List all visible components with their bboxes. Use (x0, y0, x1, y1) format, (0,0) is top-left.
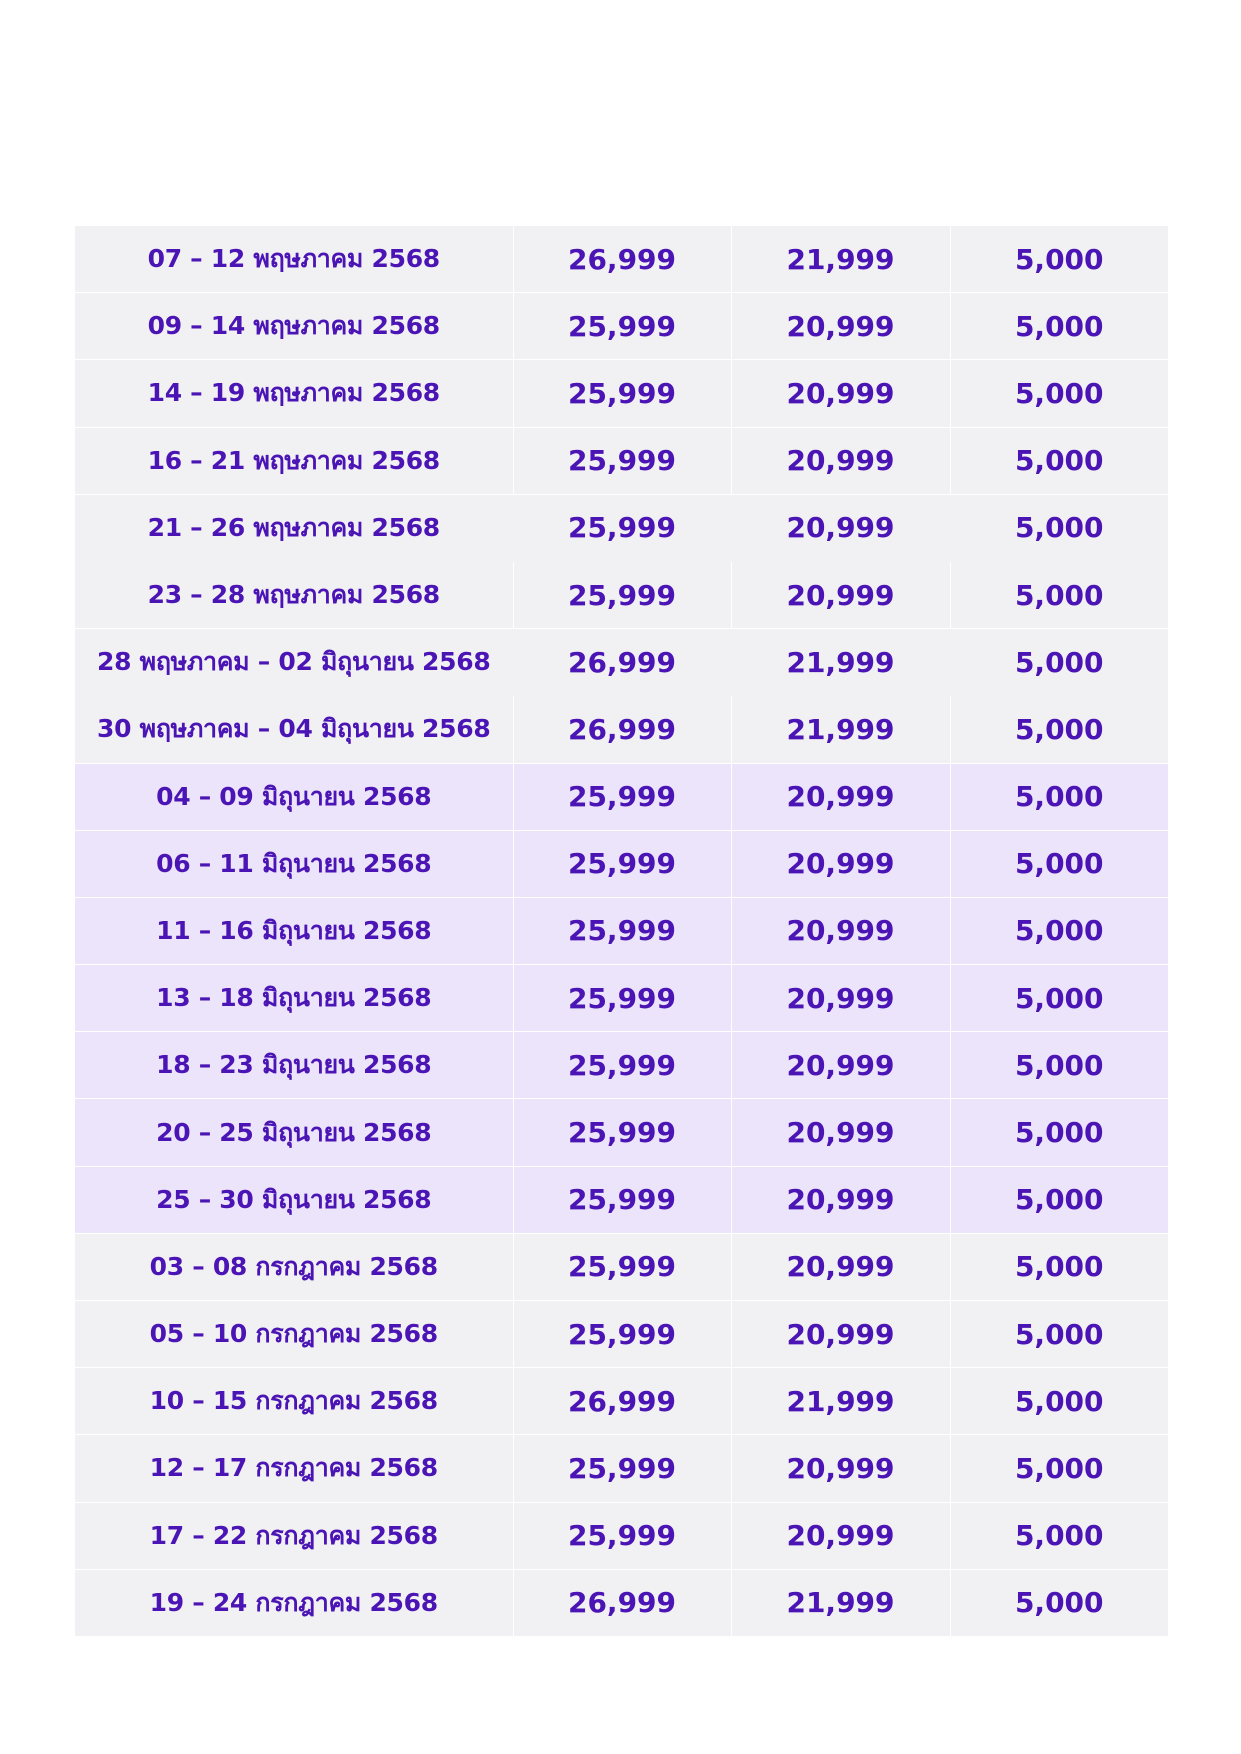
table-row (75, 629, 1168, 696)
price-cell-1: 25,999 (513, 494, 731, 561)
table-row (75, 360, 1168, 427)
departure-dates-cell: 10 – 15 กรกฎาคม 2568 (75, 1368, 513, 1435)
departure-dates-cell: 14 – 19 พฤษภาคม 2568 (75, 360, 513, 427)
price-cell-3: 5,000 (950, 1166, 1168, 1233)
departure-dates-cell: 16 – 21 พฤษภาคม 2568 (75, 427, 513, 494)
price-cell-1: 25,999 (513, 293, 731, 360)
price-cell-1: 25,999 (513, 561, 731, 628)
table-row (75, 696, 1168, 763)
price-cell-2: 21,999 (731, 1569, 950, 1636)
price-cell-1: 25,999 (513, 1233, 731, 1300)
price-cell-1: 26,999 (513, 696, 731, 763)
departure-dates-cell: 18 – 23 มิถุนายน 2568 (75, 1032, 513, 1099)
price-cell-1: 25,999 (513, 1099, 731, 1166)
departure-dates-cell: 17 – 22 กรกฎาคม 2568 (75, 1502, 513, 1569)
price-cell-2: 20,999 (731, 1032, 950, 1099)
departure-dates-cell: 13 – 18 มิถุนายน 2568 (75, 965, 513, 1032)
price-cell-1: 26,999 (513, 1368, 731, 1435)
table-row (75, 763, 1168, 830)
table-row (75, 1301, 1168, 1368)
departure-dates-cell: 09 – 14 พฤษภาคม 2568 (75, 293, 513, 360)
price-cell-2: 20,999 (731, 1099, 950, 1166)
price-cell-1: 25,999 (513, 1032, 731, 1099)
price-cell-1: 26,999 (513, 226, 731, 293)
departure-dates-cell: 28 พฤษภาคม – 02 มิถุนายน 2568 (75, 629, 513, 696)
price-cell-2: 21,999 (731, 629, 950, 696)
price-cell-2: 21,999 (731, 1368, 950, 1435)
table-row (75, 1233, 1168, 1300)
price-cell-2: 20,999 (731, 561, 950, 628)
table-row (75, 1032, 1168, 1099)
price-cell-3: 5,000 (950, 830, 1168, 897)
price-cell-2: 20,999 (731, 427, 950, 494)
table-row (75, 561, 1168, 628)
price-cell-3: 5,000 (950, 427, 1168, 494)
price-cell-3: 5,000 (950, 1301, 1168, 1368)
departure-dates-cell: 19 – 24 กรกฎาคม 2568 (75, 1569, 513, 1636)
price-table-body (75, 226, 1168, 1636)
table-row (75, 293, 1168, 360)
price-cell-2: 21,999 (731, 696, 950, 763)
departure-dates-cell: 11 – 16 มิถุนายน 2568 (75, 897, 513, 964)
price-cell-3: 5,000 (950, 696, 1168, 763)
price-cell-1: 25,999 (513, 427, 731, 494)
price-cell-3: 5,000 (950, 1435, 1168, 1502)
price-cell-2: 20,999 (731, 965, 950, 1032)
price-cell-3: 5,000 (950, 763, 1168, 830)
price-cell-1: 25,999 (513, 1435, 731, 1502)
price-cell-3: 5,000 (950, 1502, 1168, 1569)
price-cell-2: 20,999 (731, 897, 950, 964)
price-cell-2: 20,999 (731, 360, 950, 427)
price-cell-3: 5,000 (950, 965, 1168, 1032)
table-row (75, 1099, 1168, 1166)
table-row (75, 494, 1168, 561)
price-cell-3: 5,000 (950, 629, 1168, 696)
price-cell-1: 25,999 (513, 1166, 731, 1233)
price-cell-1: 25,999 (513, 360, 731, 427)
departure-dates-cell: 12 – 17 กรกฎาคม 2568 (75, 1435, 513, 1502)
table-row (75, 1435, 1168, 1502)
price-cell-2: 20,999 (731, 1435, 950, 1502)
price-cell-3: 5,000 (950, 1569, 1168, 1636)
table-row (75, 427, 1168, 494)
departure-dates-cell: 07 – 12 พฤษภาคม 2568 (75, 226, 513, 293)
table-row (75, 830, 1168, 897)
table-row (75, 1368, 1168, 1435)
price-cell-3: 5,000 (950, 561, 1168, 628)
price-cell-3: 5,000 (950, 293, 1168, 360)
price-cell-3: 5,000 (950, 360, 1168, 427)
departure-dates-cell: 20 – 25 มิถุนายน 2568 (75, 1099, 513, 1166)
price-cell-2: 20,999 (731, 293, 950, 360)
price-cell-2: 20,999 (731, 1301, 950, 1368)
price-cell-3: 5,000 (950, 1233, 1168, 1300)
departure-dates-cell: 04 – 09 มิถุนายน 2568 (75, 763, 513, 830)
price-cell-2: 20,999 (731, 1233, 950, 1300)
price-cell-3: 5,000 (950, 1032, 1168, 1099)
price-cell-1: 25,999 (513, 1502, 731, 1569)
price-cell-3: 5,000 (950, 897, 1168, 964)
price-cell-1: 26,999 (513, 629, 731, 696)
departure-dates-cell: 03 – 08 กรกฎาคม 2568 (75, 1233, 513, 1300)
tour-price-table (75, 226, 1168, 1637)
price-cell-2: 20,999 (731, 1166, 950, 1233)
price-cell-1: 25,999 (513, 1301, 731, 1368)
departure-dates-cell: 05 – 10 กรกฎาคม 2568 (75, 1301, 513, 1368)
departure-dates-cell: 25 – 30 มิถุนายน 2568 (75, 1166, 513, 1233)
departure-dates-cell: 06 – 11 มิถุนายน 2568 (75, 830, 513, 897)
price-cell-1: 25,999 (513, 830, 731, 897)
price-cell-2: 20,999 (731, 763, 950, 830)
price-cell-3: 5,000 (950, 1099, 1168, 1166)
price-cell-2: 20,999 (731, 1502, 950, 1569)
price-cell-2: 20,999 (731, 830, 950, 897)
price-cell-1: 26,999 (513, 1569, 731, 1636)
price-cell-1: 25,999 (513, 965, 731, 1032)
table-row (75, 897, 1168, 964)
table-row (75, 1502, 1168, 1569)
departure-dates-cell: 30 พฤษภาคม – 04 มิถุนายน 2568 (75, 696, 513, 763)
departure-dates-cell: 21 – 26 พฤษภาคม 2568 (75, 494, 513, 561)
price-cell-2: 20,999 (731, 494, 950, 561)
price-cell-3: 5,000 (950, 1368, 1168, 1435)
departure-dates-cell: 23 – 28 พฤษภาคม 2568 (75, 561, 513, 628)
price-cell-1: 25,999 (513, 763, 731, 830)
price-cell-3: 5,000 (950, 226, 1168, 293)
price-cell-3: 5,000 (950, 494, 1168, 561)
table-row (75, 1166, 1168, 1233)
table-row (75, 226, 1168, 293)
price-cell-1: 25,999 (513, 897, 731, 964)
table-row (75, 1569, 1168, 1636)
price-cell-2: 21,999 (731, 226, 950, 293)
table-row (75, 965, 1168, 1032)
